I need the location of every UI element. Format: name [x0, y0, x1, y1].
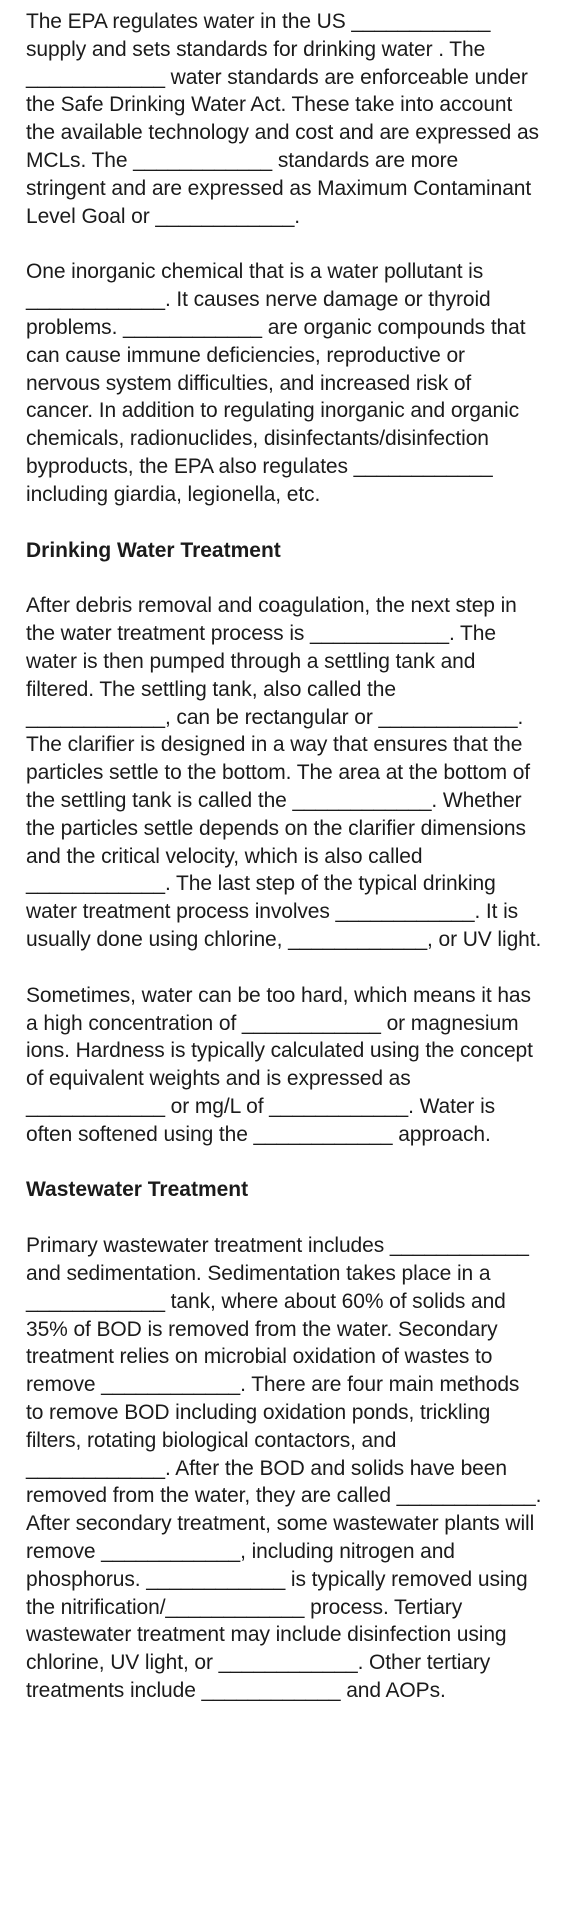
heading-drinking-water-treatment: Drinking Water Treatment: [26, 538, 281, 562]
paragraph-pollutants: One inorganic chemical that is a water pollutant is ____________. It causes nerve damage or thyroid problems. ____________ are organic compounds that can cause immune deficiencies, reproductive or nervous system difficulties, and increased risk of cancer. In addition to regulating inorganic and organic chemicals, radionuclides, disinfectants/disinfection byproducts, the EPA also regulates ____________ including giardia, legionella, etc.: [26, 260, 526, 506]
paragraph-wastewater: Primary wastewater treatment includes ____________ and sedimentation. Sedimentation takes place in a ____________ tank, where about 60% of solids and 35% of BOD is removed from the water. Secondary treatment relies on microbial oxidation of wastes to remove ____________. There are four main methods to remove BOD including oxidation ponds, trickling filters, rotating biological contactors, and ____________. After the BOD and solids have been removed from the water, they are called ____________. After secondary treatment, some wastewater plants will remove ____________, including nitrogen and phosphorus. ____________ is typically removed using the nitrification/____________ process. Tertiary wastewater treatment may include disinfection using chlorine, UV light, or ____________. Other tertiary treatments include ____________ and AOPs.: [26, 1234, 542, 1703]
paragraph-treatment-process: After debris removal and coagulation, the next step in the water treatment process is ____________. The water is then pumped through a settling tank and filtered. The settling tank, also called the ____________, can be rectangular or ____________. The clarifier is designed in a way that ensures that the particles settle to the bottom. The area at the bottom of the settling tank is called the ____________. Whether the particles settle depends on the clarifier dimensions and the critical velocity, which is also called ____________. The last step of the typical drinking water treatment process involves ____________. It is usually done using chlorine, ____________, or UV light.: [26, 594, 542, 951]
paragraph-water-hardness: Sometimes, water can be too hard, which means it has a high concentration of ____________ or magnesium ions. Hardness is typically calculated using the concept of equivalent weights and is expressed as ____________ or mg/L of ____________. Water is often softened using the ____________ approach.: [26, 983, 533, 1146]
heading-wastewater-treatment: Wastewater Treatment: [26, 1178, 249, 1202]
paragraph-epa-standards: The EPA regulates water in the US ____________ supply and sets standards for drinking water . The ____________ water standards are enforceable under the Safe Drinking Water Act. These take into account the available technology and cost and are expressed as MCLs. The ____________ standards are more stringent and are expressed as Maximum Contaminant Level Goal or ____________.: [26, 10, 539, 228]
